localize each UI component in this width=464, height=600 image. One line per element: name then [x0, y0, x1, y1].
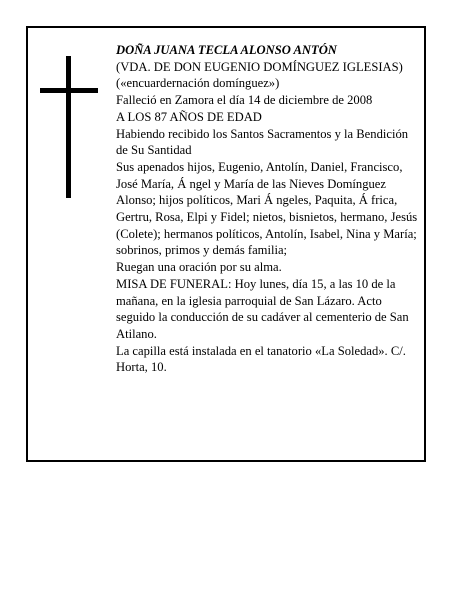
deceased-name: DOÑA JUANA TECLA ALONSO ANTÓN [116, 43, 337, 57]
chapel-info: La capilla está instalada en el tanatorio «La Soledad». C/. Horta, 10. [116, 343, 406, 375]
death-info: Falleció en Zamora el día 14 de diciembre de 2008 [116, 93, 373, 108]
funeral-info: MISA DE FUNERAL: Hoy lunes, día 15, a las 10 de la mañana, en la iglesia parroquial de San Lázaro. Acto seguido la conducción de su cadáver al cementerio de San Atilano. [116, 276, 409, 341]
widow-of: (VDA. DE DON EUGENIO DOMÍNGUEZ IGLESIAS) [116, 59, 403, 74]
age: A LOS 87 AÑOS DE EDAD [116, 109, 262, 124]
obituary-notice [26, 26, 426, 462]
cross-horizontal-bar [40, 88, 98, 93]
nickname: («encuardernación domínguez») [116, 76, 280, 91]
family-list: Sus apenados hijos, Eugenio, Antolín, Daniel, Francisco, José María, Á ngel y María de las Nieves Domínguez Alonso; hijos políticos, Mari Á ngeles, Paquita, Á frica, Gertru, Rosa, Elpi y Fidel; nietos, bisnietos, hermano, Jesús (Colete); hermanos políticos, Antolín, Isabel, Nina y María; sobrinos, primos y demás familia; [116, 159, 418, 258]
sacraments: Habiendo recibido los Santos Sacramentos y la Bendición de Su Santidad [116, 126, 409, 158]
notice-text [116, 42, 422, 376]
cross-icon [40, 56, 100, 198]
prayer-request: Ruegan una oración por su alma. [116, 260, 282, 275]
cross-vertical-bar [66, 56, 71, 198]
